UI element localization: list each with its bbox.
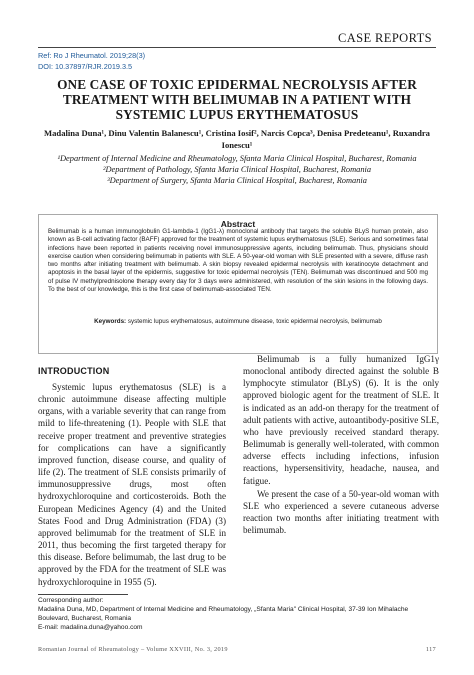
affiliation-1: ¹Department of Internal Medicine and Rheumatology, Sfanta Maria Clinical Hospital, Bucharest, Romania <box>57 154 417 163</box>
abstract-heading: Abstract <box>220 219 256 229</box>
corresponding-address: Madalina Duna, MD, Department of Internal Medicine and Rheumatology, „Sfanta Maria" Clinical Hospital, 37-39 Ion Mihalache Boulevard, Bucharest, Romania <box>38 606 409 622</box>
corresponding-label: Corresponding author: <box>38 597 104 604</box>
abstract-text: Belimumab is a human immunoglobulin G1-lambda-1 (IgG1-λ) monoclonal antibody that targets the soluble BLyS human protein, also known as B-cell activating factor (BAFF) approved for the treatment of systemic lupus erythematosus (SLE). Serious and sometimes fatal infections have been reported in patients receiving novel immunosuppressive agents, including belimumab. Thus, physicians should exercise caution when considering belimumab in patients with SLE. A 50-year-old woman with SLE presented with a severe, diffuse rash two months after initiating treatment with belimumab. A skin biopsy revealed epidermal necrolysis with keratinocyte detachment and apoptosis in the basal layer of the epidermis, suggestive for toxic epidermal necrolysis (TEN). Belimumab was discontinued and 500 mg of pulse IV methylprednisolone therapy every day for 3 days were administered, with resolution of the skin lesions in the following days. To the best of our knowledge, this is the first case of belimumab-associated TEN. <box>48 228 428 294</box>
body-column-left <box>38 381 226 588</box>
introduction-heading: INTRODUCTION <box>38 366 110 376</box>
paragraph: We present the case of a 50-year-old woman with SLE who experienced a severe cutaneous adverse reaction two months after initiating treatment with belimumab. <box>243 488 439 536</box>
section-label: CASE REPORTS <box>337 31 432 45</box>
paragraph: Systemic lupus erythematosus (SLE) is a chronic autoimmune disease affecting multiple organs, with a variable severity that can range from mild to life-threatening (1). People with SLE that receive proper treatment and preventive strategies for complications can have a significantly improved function, disease course, and quality of life (2). The treatment of SLE consists primarily of immunosuppressive drugs, most often hydroxychloroquine and corticosteroids. Both the European Medicines Agency (4) and the United States Food and Drug Administration (FDA) (3) approved belimumab for the treatment of SLE in 2011, thus becoming the first targeted therapy for this disease. Before belimumab, the last drug to be approved by the FDA for the treatment of SLE was hydroxychloroquine in 1955 (5). <box>38 382 226 587</box>
keywords-text: systemic lupus erythematosus, autoimmune disease, toxic epidermal necrolysis, belimumab <box>127 318 382 325</box>
article-title: ONE CASE OF TOXIC EPIDERMAL NECROLYSIS AFTER TREATMENT WITH BELIMUMAB IN A PATIENT WITH SYSTEMIC LUPUS ERYTHEMATOSUS <box>57 77 417 122</box>
body-column-right <box>243 353 439 536</box>
page-number: 117 <box>425 646 436 653</box>
author-list: Madalina Duna¹, Dinu Valentin Balanescu¹, Cristina Iosif², Narcis Copca³, Denisa Predeteanu¹, Ruxandra Ionescu¹ <box>44 128 430 150</box>
page-footer <box>38 646 436 653</box>
paragraph: Belimumab is a fully humanized IgG1γ monoclonal antibody directed against the soluble B lymphocyte stimulator (BLyS) (6). It is the only approved biologic agent for the treatment of SLE. It is indicated as an add-on therapy for the treatment of adult patients with active, autoantibody-positive SLE, who have previously received standard therapy. Belimumab is generally well-tolerated, with common adverse effects including infections, infusion reactions, hypersensitivity, headache, nausea, and fatigue. <box>243 354 439 486</box>
journal-name: Romanian Journal of Rheumatology – Volume XXVIII, No. 3, 2019 <box>38 646 228 653</box>
journal-info <box>38 50 145 72</box>
corresponding-author <box>38 596 438 632</box>
affiliations <box>38 153 436 186</box>
keywords <box>48 318 428 326</box>
citation: Ref: Ro J Rheumatol. 2019;28(3) <box>38 51 146 60</box>
footnote-divider <box>38 594 128 595</box>
doi-link[interactable]: DOI: 10.37897/RJR.2019.3.5 <box>38 62 133 71</box>
header-divider <box>38 47 436 48</box>
affiliation-2: ²Department of Pathology, Sfanta Maria Clinical Hospital, Bucharest, Romania <box>102 165 372 175</box>
keywords-label: Keywords: <box>94 318 127 325</box>
corresponding-email[interactable]: E-mail: madalina.duna@yahoo.com <box>38 624 143 631</box>
affiliation-3: ³Department of Surgery, Sfanta Maria Clinical Hospital, Bucharest, Romania <box>107 176 367 186</box>
